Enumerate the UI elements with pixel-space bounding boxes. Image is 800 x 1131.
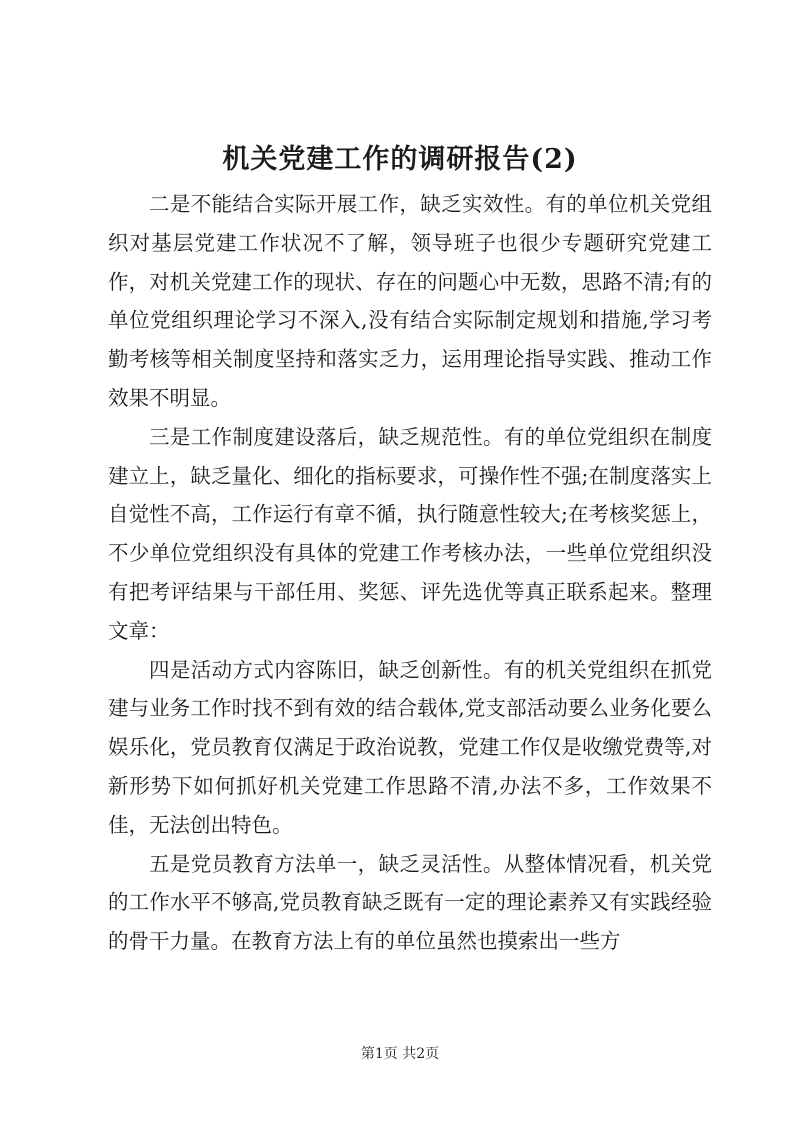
page-number-footer: 第1页 共2页	[360, 1046, 440, 1062]
document-body	[108, 185, 712, 961]
paragraph-5: 五是党员教育方法单一，缺乏灵活性。从整体情况看，机关党的工作水平不够高,党员教育缺乏既有一定的理论素养又有实践经验的骨干力量。在教育方法上有的单位虽然也摸索出一些方	[108, 851, 712, 954]
paragraph-4: 四是活动方式内容陈旧，缺乏创新性。有的机关党组织在抓党建与业务工作时找不到有效的结合载体,党支部活动要么业务化要么娱乐化，党员教育仅满足于政治说教，党建工作仅是收缴党费等,对新形势下如何抓好机关党建工作思路不清,办法不多，工作效果不佳，无法创出特色。	[108, 657, 712, 837]
paragraph-2: 二是不能结合实际开展工作，缺乏实效性。有的单位机关党组织对基层党建工作状况不了解，领导班子也很少专题研究党建工作，对机关党建工作的现状、存在的问题心中无数，思路不清;有的单位党组织理论学习不深入,没有结合实际制定规划和措施,学习考勤考核等相关制度坚持和落实乏力，运用理论指导实践、推动工作效果不明显。	[108, 192, 712, 410]
document-title: 机关党建工作的调研报告(2)	[222, 144, 578, 175]
paragraph-3: 三是工作制度建设落后，缺乏规范性。有的单位党组织在制度建立上，缺乏量化、细化的指标要求，可操作性不强;在制度落实上自觉性不高，工作运行有章不循，执行随意性较大;在考核奖惩上，不少单位党组织没有具体的党建工作考核办法，一些单位党组织没有把考评结果与干部任用、奖惩、评先选优等真正联系起来。整理文章：	[108, 424, 712, 643]
